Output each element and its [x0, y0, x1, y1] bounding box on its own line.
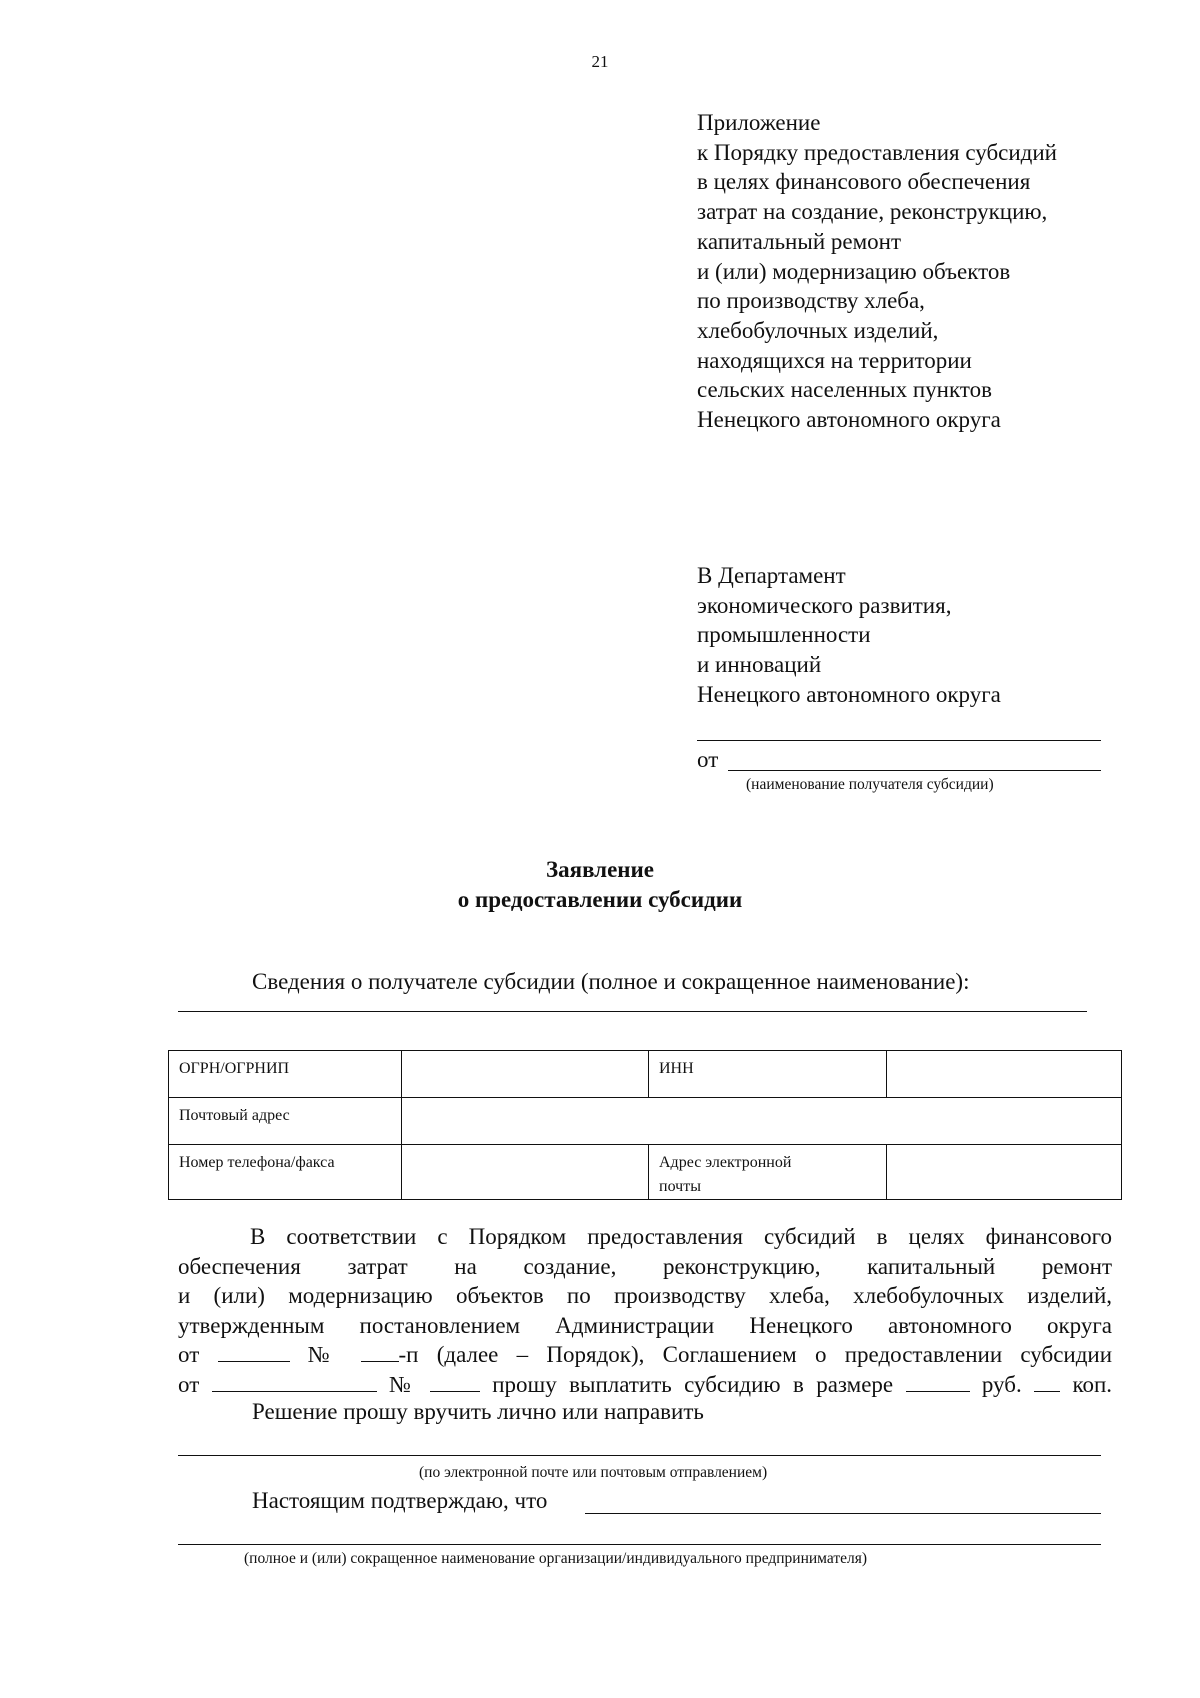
addressee-line: и инноваций	[697, 652, 822, 678]
body-paragraph	[178, 1222, 1112, 1399]
email-value-cell[interactable]	[887, 1145, 1122, 1200]
appendix-block	[697, 108, 1057, 435]
body-line: В соответствии с Порядком предоставления субсидий в целях финансового	[250, 1224, 1112, 1249]
appendix-line: сельских населенных пунктов	[697, 377, 992, 403]
from-blank-line[interactable]	[728, 770, 1101, 771]
decision-caption: (по электронной почте или почтовым отправлением)	[419, 1464, 768, 1481]
appendix-line: затрат на создание, реконструкцию,	[697, 199, 1048, 225]
addressee-line: экономического развития,	[697, 592, 952, 618]
decision-text: Решение прошу вручить лично или направить	[252, 1399, 704, 1424]
amount-kop-blank[interactable]	[1034, 1373, 1060, 1392]
phone-fax-value-cell[interactable]	[402, 1145, 649, 1200]
table-row	[169, 1145, 1122, 1200]
appendix-line: хлебобулочных изделий,	[697, 317, 939, 343]
table-row	[169, 1051, 1122, 1098]
addressee-block	[697, 561, 1001, 710]
body-line-agreement: от № прошу выплатить субсидию в размере руб. коп.	[178, 1371, 1113, 1397]
recipient-info-table	[168, 1050, 1122, 1200]
body-line: и (или) модернизацию объектов по производству хлеба, хлебобулочных изделий,	[178, 1283, 1112, 1308]
amount-rub-blank[interactable]	[906, 1373, 970, 1392]
appendix-line: Приложение	[697, 110, 821, 135]
phone-fax-label: Номер телефона/факса	[169, 1145, 402, 1200]
postal-address-value-cell[interactable]	[402, 1098, 1122, 1145]
appendix-line: капитальный ремонт	[697, 228, 902, 254]
appendix-line: и (или) модернизацию объектов	[697, 258, 1011, 284]
document-subtitle: о предоставлении субсидии	[457, 887, 743, 912]
recipient-info-label: Сведения о получателе субсидии (полное и сокращенное наименование):	[252, 969, 970, 994]
email-label-line: Адрес электронной	[659, 1154, 792, 1171]
appendix-line: по производству хлеба,	[697, 288, 925, 314]
table-row	[169, 1098, 1122, 1145]
body-line-date-number: от № -п (далее – Порядок), Соглашением о предоставлении субсидии	[178, 1342, 1113, 1367]
appendix-line: находящихся на территории	[697, 347, 972, 373]
email-label-line: почты	[659, 1178, 701, 1195]
decision-method-line[interactable]	[178, 1455, 1101, 1456]
confirm-text: Настоящим подтверждаю, что	[252, 1488, 548, 1513]
agreement-date-blank[interactable]	[212, 1373, 377, 1392]
addressee-line: В Департамент	[697, 563, 846, 588]
appendix-line: в целях финансового обеспечения	[697, 169, 1031, 195]
inn-value-cell[interactable]	[887, 1051, 1122, 1098]
inn-label: ИНН	[649, 1051, 887, 1098]
appendix-line: Ненецкого автономного округа	[697, 407, 1001, 433]
confirm-blank-line[interactable]	[585, 1513, 1101, 1514]
email-label	[649, 1145, 887, 1200]
order-date-blank[interactable]	[218, 1343, 290, 1362]
postal-address-label: Почтовый адрес	[169, 1098, 402, 1145]
body-line: обеспечения затрат на создание, реконструкцию, капитальный ремонт	[178, 1253, 1112, 1279]
addressee-line: Ненецкого автономного округа	[697, 681, 1001, 707]
recipient-name-line[interactable]	[178, 1011, 1087, 1012]
body-line: утвержденным постановлением Администрации Ненецкого автономного округа	[178, 1312, 1112, 1338]
agreement-number-blank[interactable]	[430, 1373, 480, 1392]
appendix-line: к Порядку предоставления субсидий	[697, 139, 1057, 165]
addressee-blank-line[interactable]	[697, 740, 1101, 741]
from-caption: (наименование получателя субсидии)	[746, 776, 994, 793]
page-number: 21	[591, 52, 609, 71]
addressee-line: промышленности	[697, 622, 871, 648]
confirm-blank-line-2[interactable]	[178, 1544, 1101, 1545]
order-number-blank[interactable]	[361, 1343, 399, 1362]
from-label: от	[697, 747, 719, 772]
document-title: Заявление	[545, 857, 655, 882]
confirm-caption: (полное и (или) сокращенное наименование организации/индивидуального предпринимателя)	[244, 1550, 868, 1567]
ogrn-label: ОГРН/ОГРНИП	[169, 1051, 402, 1098]
ogrn-value-cell[interactable]	[402, 1051, 649, 1098]
